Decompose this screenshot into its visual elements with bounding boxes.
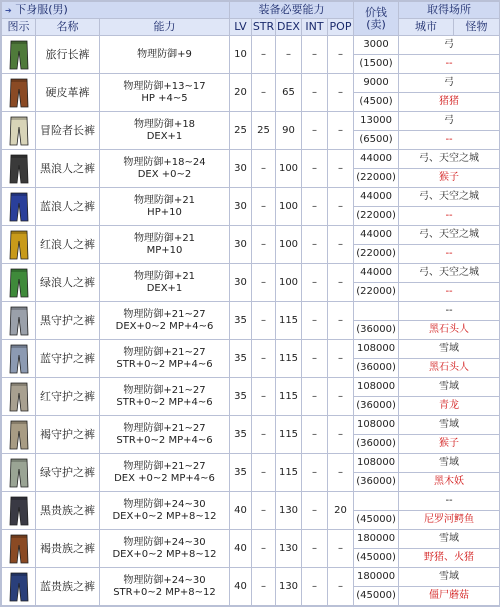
item-pop: –: [328, 530, 354, 568]
table-row: [2, 264, 500, 283]
item-str: –: [252, 416, 276, 454]
item-price: [354, 492, 399, 511]
item-str: –: [252, 454, 276, 492]
item-str: –: [252, 150, 276, 188]
item-lv: 40: [230, 530, 252, 568]
ability-line: 物理防御+24~30: [123, 536, 206, 548]
table-row: [2, 454, 500, 473]
item-city: 雪域: [399, 378, 500, 397]
item-int: –: [302, 530, 328, 568]
item-price: 44000: [354, 150, 399, 169]
header-str: STR: [252, 19, 276, 36]
item-ability: [100, 264, 230, 302]
item-name: 褐贵族之裤: [36, 530, 100, 568]
table-row: [2, 74, 500, 93]
table-row: [2, 340, 500, 359]
header-price: [354, 2, 399, 36]
item-int: –: [302, 454, 328, 492]
ability-line: DEX +0~2 MP+4~6: [114, 472, 215, 484]
item-price: 44000: [354, 226, 399, 245]
item-price: 13000: [354, 112, 399, 131]
item-icon-cell: [2, 416, 36, 454]
ability-line: DEX+1: [146, 130, 183, 142]
item-monster: 黑石头人: [399, 321, 500, 340]
item-city: 弓、天空之城: [399, 264, 500, 283]
ability-line: STR+0~2 MP+4~6: [116, 396, 213, 408]
item-lv: 35: [230, 454, 252, 492]
header-dex: DEX: [276, 19, 302, 36]
item-icon-cell: [2, 74, 36, 112]
pants-icon: [8, 381, 30, 413]
item-monster: --: [399, 207, 500, 226]
item-sell-price: (36000): [354, 435, 399, 454]
header-icon: 图示: [2, 19, 36, 36]
table-body: [2, 36, 500, 606]
ability-line: HP+10: [147, 206, 182, 218]
header-int: INT: [302, 19, 328, 36]
item-city: 弓、天空之城: [399, 188, 500, 207]
item-icon-cell: [2, 530, 36, 568]
item-dex: 100: [276, 226, 302, 264]
pants-icon: [8, 305, 30, 337]
item-sell-price: (45000): [354, 511, 399, 530]
item-monster: --: [399, 283, 500, 302]
item-sell-price: (1500): [354, 55, 399, 74]
item-price: 3000: [354, 36, 399, 55]
item-sell-price: (36000): [354, 321, 399, 340]
item-lv: 25: [230, 112, 252, 150]
item-ability: [100, 112, 230, 150]
header-pop: POP: [328, 19, 354, 36]
item-city: 雪域: [399, 530, 500, 549]
ability-line: DEX+0~2 MP+4~6: [115, 320, 214, 332]
equipment-table: [1, 1, 500, 606]
item-price: 44000: [354, 188, 399, 207]
item-icon-cell: [2, 340, 36, 378]
item-str: –: [252, 264, 276, 302]
item-str: –: [252, 492, 276, 530]
pants-icon: [8, 457, 30, 489]
item-lv: 30: [230, 150, 252, 188]
item-int: –: [302, 340, 328, 378]
pants-icon: [8, 419, 30, 451]
pants-icon: [8, 77, 30, 109]
ability-line: DEX+1: [146, 282, 183, 294]
table-row: [2, 226, 500, 245]
ability-line: 物理防御+24~30: [123, 574, 206, 586]
item-lv: 40: [230, 492, 252, 530]
pants-icon: [8, 267, 30, 299]
item-icon-cell: [2, 492, 36, 530]
item-price: [354, 302, 399, 321]
ability-line: HP +4~5: [141, 92, 188, 104]
arrow-icon: ➔: [5, 5, 12, 15]
ability-line: 物理防御+21~27: [123, 422, 206, 434]
item-dex: 100: [276, 150, 302, 188]
item-name: 黑贵族之裤: [36, 492, 100, 530]
header-city: 城市: [399, 19, 454, 36]
item-city: 雪域: [399, 416, 500, 435]
table-row: [2, 378, 500, 397]
item-int: –: [302, 492, 328, 530]
pants-icon: [8, 533, 30, 565]
item-dex: 100: [276, 188, 302, 226]
item-int: –: [302, 36, 328, 74]
item-pop: –: [328, 112, 354, 150]
table-row: [2, 492, 500, 511]
item-ability: [100, 340, 230, 378]
item-price: 9000: [354, 74, 399, 93]
item-name: 褐守护之裤: [36, 416, 100, 454]
item-name: 蓝贵族之裤: [36, 568, 100, 606]
item-icon-cell: [2, 378, 36, 416]
item-monster: 野猪、火猪: [399, 549, 500, 568]
item-sell-price: (36000): [354, 473, 399, 492]
item-name: 蓝守护之裤: [36, 340, 100, 378]
pants-icon: [8, 191, 30, 223]
header-obtain: 取得场所: [399, 2, 500, 19]
item-city: 雪域: [399, 568, 500, 587]
item-ability: [100, 530, 230, 568]
item-int: –: [302, 264, 328, 302]
item-pop: –: [328, 188, 354, 226]
table-row: [2, 416, 500, 435]
item-dex: 115: [276, 302, 302, 340]
ability-line: STR+0~2 MP+4~6: [116, 434, 213, 446]
ability-line: 物理防御+18~24: [123, 156, 206, 168]
item-icon-cell: [2, 454, 36, 492]
item-lv: 35: [230, 302, 252, 340]
item-ability: [100, 416, 230, 454]
item-str: –: [252, 74, 276, 112]
item-pop: –: [328, 36, 354, 74]
header-name: 名称: [36, 19, 100, 36]
table-title-text: 下身服(男): [15, 2, 68, 16]
item-sell-price: (36000): [354, 397, 399, 416]
item-lv: 35: [230, 378, 252, 416]
item-sell-price: (4500): [354, 93, 399, 112]
item-pop: –: [328, 302, 354, 340]
table-row: [2, 112, 500, 131]
item-dex: 90: [276, 112, 302, 150]
item-int: –: [302, 302, 328, 340]
item-ability: [100, 302, 230, 340]
item-ability: [100, 188, 230, 226]
item-name: 黑守护之裤: [36, 302, 100, 340]
item-city: 弓: [399, 112, 500, 131]
item-int: –: [302, 568, 328, 606]
item-monster: 尼罗河鳄鱼: [399, 511, 500, 530]
item-sell-price: (22000): [354, 169, 399, 188]
pants-icon: [8, 115, 30, 147]
item-ability: [100, 568, 230, 606]
item-ability: [100, 74, 230, 112]
pants-icon: [8, 229, 30, 261]
ability-line: 物理防御+21~27: [123, 384, 206, 396]
item-int: –: [302, 226, 328, 264]
item-pop: –: [328, 416, 354, 454]
table-row: [2, 150, 500, 169]
item-icon-cell: [2, 150, 36, 188]
item-icon-cell: [2, 36, 36, 74]
item-city: --: [399, 492, 500, 511]
item-str: –: [252, 378, 276, 416]
ability-line: 物理防御+21: [133, 270, 196, 282]
item-pop: –: [328, 150, 354, 188]
item-monster: 猴子: [399, 169, 500, 188]
item-str: –: [252, 568, 276, 606]
item-name: 旅行长裤: [36, 36, 100, 74]
item-icon-cell: [2, 568, 36, 606]
ability-line: STR+0~2 MP+8~12: [113, 586, 216, 598]
item-name: 绿守护之裤: [36, 454, 100, 492]
item-city: 弓: [399, 36, 500, 55]
item-ability: [100, 492, 230, 530]
item-name: 冒险者长裤: [36, 112, 100, 150]
item-sell-price: (22000): [354, 283, 399, 302]
item-int: –: [302, 416, 328, 454]
item-ability: [100, 454, 230, 492]
ability-line: DEX+0~2 MP+8~12: [112, 510, 217, 522]
pants-icon: [8, 495, 30, 527]
ability-line: 物理防御+21~27: [123, 346, 206, 358]
ability-line: STR+0~2 MP+4~6: [116, 358, 213, 370]
item-int: –: [302, 74, 328, 112]
item-str: 25: [252, 112, 276, 150]
item-int: –: [302, 188, 328, 226]
header-lv: LV: [230, 19, 252, 36]
item-dex: 115: [276, 340, 302, 378]
item-str: –: [252, 530, 276, 568]
item-sell-price: (45000): [354, 587, 399, 606]
item-name: 红守护之裤: [36, 378, 100, 416]
item-lv: 30: [230, 226, 252, 264]
item-icon-cell: [2, 302, 36, 340]
item-pop: –: [328, 340, 354, 378]
item-dex: 100: [276, 264, 302, 302]
item-dex: 65: [276, 74, 302, 112]
item-dex: 115: [276, 454, 302, 492]
item-pop: –: [328, 226, 354, 264]
item-str: –: [252, 226, 276, 264]
item-monster: 黑石头人: [399, 359, 500, 378]
item-pop: –: [328, 378, 354, 416]
item-city: --: [399, 302, 500, 321]
ability-line: DEX+0~2 MP+8~12: [112, 548, 217, 560]
item-str: –: [252, 36, 276, 74]
item-price: 44000: [354, 264, 399, 283]
item-icon-cell: [2, 226, 36, 264]
item-pop: –: [328, 454, 354, 492]
header-ability: 能力: [100, 19, 230, 36]
pants-icon: [8, 39, 30, 71]
item-sell-price: (36000): [354, 359, 399, 378]
item-monster: 青龙: [399, 397, 500, 416]
item-ability: [100, 36, 230, 74]
item-int: –: [302, 112, 328, 150]
ability-line: 物理防御+9: [137, 48, 192, 60]
item-sell-price: (6500): [354, 131, 399, 150]
item-lv: 30: [230, 264, 252, 302]
item-lv: 35: [230, 416, 252, 454]
item-city: 弓、天空之城: [399, 226, 500, 245]
item-price: 108000: [354, 378, 399, 397]
item-price: 180000: [354, 568, 399, 587]
ability-line: 物理防御+21: [133, 194, 196, 206]
item-monster: --: [399, 55, 500, 74]
item-name: 硬皮革裤: [36, 74, 100, 112]
pants-icon: [8, 343, 30, 375]
item-dex: 130: [276, 530, 302, 568]
item-pop: 20: [328, 492, 354, 530]
item-int: –: [302, 378, 328, 416]
item-monster: 猪猪: [399, 93, 500, 112]
item-ability: [100, 378, 230, 416]
item-monster: 黑木妖: [399, 473, 500, 492]
item-monster: 猴子: [399, 435, 500, 454]
table-row: [2, 36, 500, 55]
item-sell-price: (22000): [354, 245, 399, 264]
item-str: –: [252, 302, 276, 340]
item-sell-price: (22000): [354, 207, 399, 226]
pants-icon: [8, 571, 30, 603]
table-title: [2, 2, 230, 19]
item-icon-cell: [2, 112, 36, 150]
item-monster: 僵尸蘑菇: [399, 587, 500, 606]
item-pop: –: [328, 74, 354, 112]
ability-line: DEX +0~2: [137, 168, 192, 180]
item-dex: 115: [276, 378, 302, 416]
header-price-label: 价钱: [365, 5, 388, 19]
table-row: [2, 530, 500, 549]
item-city: 雪域: [399, 454, 500, 473]
item-ability: [100, 226, 230, 264]
item-price: 180000: [354, 530, 399, 549]
item-pop: –: [328, 568, 354, 606]
item-dex: 115: [276, 416, 302, 454]
item-price: 108000: [354, 340, 399, 359]
item-dex: –: [276, 36, 302, 74]
item-city: 弓: [399, 74, 500, 93]
item-pop: –: [328, 264, 354, 302]
table-row: [2, 188, 500, 207]
ability-line: 物理防御+24~30: [123, 498, 206, 510]
item-dex: 130: [276, 568, 302, 606]
item-price: 108000: [354, 416, 399, 435]
item-ability: [100, 150, 230, 188]
item-dex: 130: [276, 492, 302, 530]
item-city: 弓、天空之城: [399, 150, 500, 169]
item-name: 红浪人之裤: [36, 226, 100, 264]
item-int: –: [302, 150, 328, 188]
item-str: –: [252, 188, 276, 226]
item-str: –: [252, 340, 276, 378]
item-lv: 35: [230, 340, 252, 378]
ability-line: 物理防御+18: [133, 118, 196, 130]
item-lv: 30: [230, 188, 252, 226]
table-row: [2, 302, 500, 321]
item-monster: --: [399, 245, 500, 264]
ability-line: MP+10: [146, 244, 183, 256]
item-city: 雪域: [399, 340, 500, 359]
item-sell-price: (45000): [354, 549, 399, 568]
item-name: 绿浪人之裤: [36, 264, 100, 302]
item-lv: 40: [230, 568, 252, 606]
ability-line: 物理防御+21~27: [123, 460, 206, 472]
item-price: 108000: [354, 454, 399, 473]
item-name: 黑浪人之裤: [36, 150, 100, 188]
item-monster: --: [399, 131, 500, 150]
item-lv: 10: [230, 36, 252, 74]
ability-line: 物理防御+21~27: [123, 308, 206, 320]
ability-line: 物理防御+13~17: [123, 80, 206, 92]
ability-line: 物理防御+21: [133, 232, 196, 244]
header-req: 装备必要能力: [230, 2, 354, 19]
item-icon-cell: [2, 264, 36, 302]
item-lv: 20: [230, 74, 252, 112]
table-row: [2, 568, 500, 587]
item-name: 蓝浪人之裤: [36, 188, 100, 226]
item-icon-cell: [2, 188, 36, 226]
header-monster: 怪物: [454, 19, 500, 36]
header-price-sub: (卖): [366, 17, 386, 31]
pants-icon: [8, 153, 30, 185]
